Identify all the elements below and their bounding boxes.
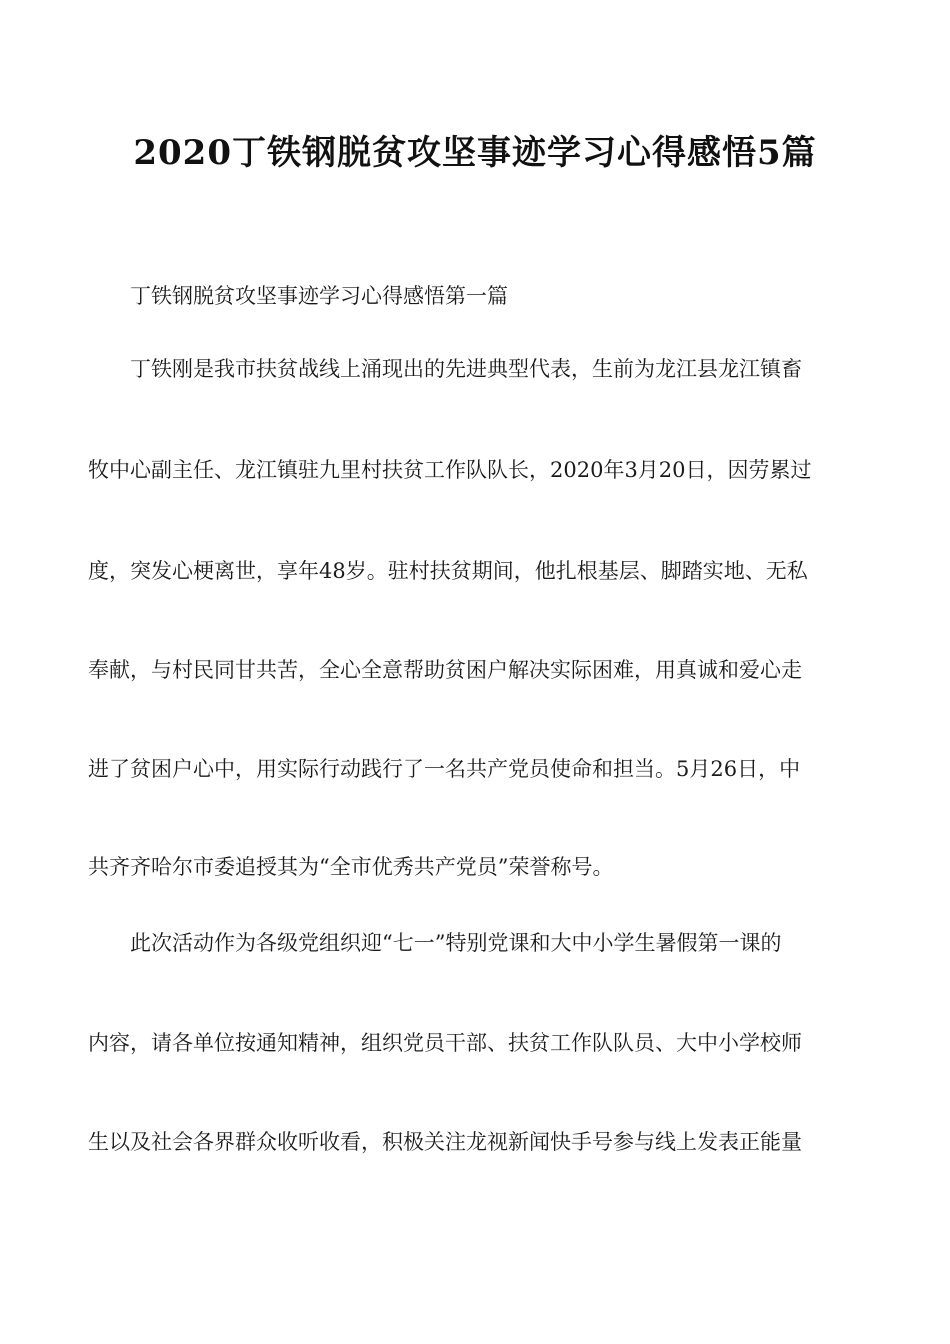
paragraph-line: 内容，请各单位按通知精神，组织党员干部、扶贫工作队队员、大中小学校师 (88, 1031, 802, 1055)
section-heading-first: 丁铁钢脱贫攻坚事迹学习心得感悟第一篇 (130, 284, 508, 308)
paragraph-line: 度，突发心梗离世，享年48岁。驻村扶贫期间，他扎根基层、脚踏实地、无私 (88, 559, 808, 583)
paragraph-line: 进了贫困户心中，用实际行动践行了一名共产党员使命和担当。5月26日，中 (88, 757, 801, 781)
paragraph-line: 此次活动作为各级党组织迎“七一”特别党课和大中小学生暑假第一课的 (130, 931, 782, 955)
document-title: 2020丁铁钢脱贫攻坚事迹学习心得感悟5篇 (133, 133, 817, 173)
paragraph-line: 丁铁刚是我市扶贫战线上涌现出的先进典型代表，生前为龙江县龙江镇畜 (130, 357, 802, 381)
paragraph-line: 生以及社会各界群众收听收看，积极关注龙视新闻快手号参与线上发表正能量 (88, 1130, 802, 1154)
paragraph-line: 共齐齐哈尔市委追授其为“全市优秀共产党员”荣誉称号。 (88, 855, 614, 879)
paragraph-line: 奉献，与村民同甘共苦，全心全意帮助贫困户解决实际困难，用真诚和爱心走 (88, 658, 802, 682)
paragraph-line: 牧中心副主任、龙江镇驻九里村扶贫工作队队长，2020年3月20日，因劳累过 (88, 458, 812, 482)
